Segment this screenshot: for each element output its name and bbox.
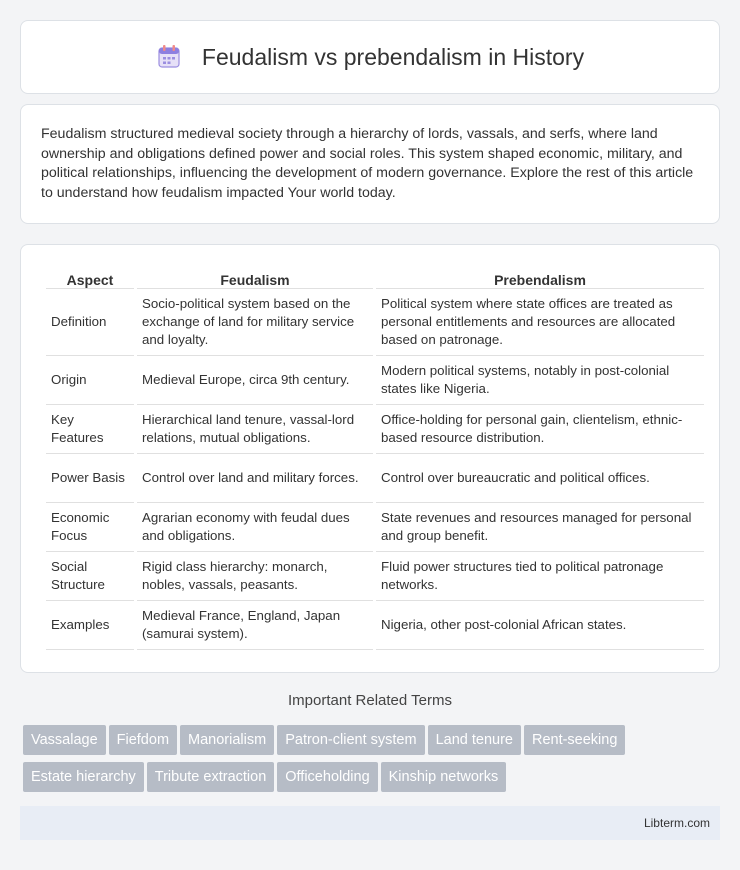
row-prebendalism: Office-holding for personal gain, clientelism, ethnic-based resource distribution.	[376, 405, 704, 454]
related-terms-title: Important Related Terms	[288, 692, 452, 709]
row-feudalism: Hierarchical land tenure, vassal-lord relations, mutual obligations.	[137, 405, 373, 454]
tag-patron-client-system[interactable]: Patron-client system	[277, 725, 424, 755]
header-aspect: Aspect	[46, 265, 134, 289]
page-title: Feudalism vs prebendalism in History	[201, 43, 585, 70]
intro-card	[20, 104, 720, 224]
row-prebendalism: Modern political systems, notably in post-colonial states like Nigeria.	[376, 356, 704, 405]
calendar-icon	[156, 43, 182, 69]
comparison-table-card	[20, 244, 720, 673]
table-row	[46, 601, 704, 650]
row-prebendalism: Nigeria, other post-colonial African states.	[376, 601, 704, 650]
tag-land-tenure[interactable]: Land tenure	[428, 725, 521, 755]
row-aspect: Power Basis	[46, 454, 134, 503]
row-prebendalism: Fluid power structures tied to political patronage networks.	[376, 552, 704, 601]
table-row	[46, 289, 704, 356]
related-terms-list	[23, 725, 723, 799]
tag-estate-hierarchy[interactable]: Estate hierarchy	[23, 762, 144, 792]
tag-tribute-extraction[interactable]: Tribute extraction	[147, 762, 274, 792]
table-row	[46, 503, 704, 552]
title-card	[20, 20, 720, 94]
table-row	[46, 356, 704, 405]
row-prebendalism: Political system where state offices are treated as personal entitlements and resources are allocated based on patronage.	[376, 289, 704, 356]
tag-fiefdom[interactable]: Fiefdom	[109, 725, 177, 755]
table-header-row	[46, 265, 704, 289]
row-aspect: Origin	[46, 356, 134, 405]
footer-brand-link[interactable]: Libterm.com	[643, 816, 710, 830]
row-feudalism: Control over land and military forces.	[137, 454, 373, 503]
table-row	[46, 405, 704, 454]
tag-officeholding[interactable]: Officeholding	[277, 762, 377, 792]
tag-vassalage[interactable]: Vassalage	[23, 725, 106, 755]
tag-manorialism[interactable]: Manorialism	[180, 725, 274, 755]
comparison-table	[43, 265, 707, 650]
table-row	[46, 552, 704, 601]
row-aspect: Examples	[46, 601, 134, 650]
table-row	[46, 454, 704, 503]
row-feudalism: Rigid class hierarchy: monarch, nobles, vassals, peasants.	[137, 552, 373, 601]
row-prebendalism: Control over bureaucratic and political offices.	[376, 454, 704, 503]
row-feudalism: Medieval France, England, Japan (samurai system).	[137, 601, 373, 650]
header-feudalism: Feudalism	[137, 265, 373, 289]
row-feudalism: Socio-political system based on the exchange of land for military service and loyalty.	[137, 289, 373, 356]
row-aspect: Social Structure	[46, 552, 134, 601]
intro-text: Feudalism structured medieval society through a hierarchy of lords, vassals, and serfs, where land ownership and obligations defined power and social roles. This system shaped economic, military, and political relationships, influencing the development of modern governance. Explore the rest of this article to understand how feudalism impacted Your world today.	[41, 126, 694, 201]
header-prebendalism: Prebendalism	[376, 265, 704, 289]
footer	[20, 806, 720, 840]
tag-rent-seeking[interactable]: Rent-seeking	[524, 725, 625, 755]
row-aspect: Key Features	[46, 405, 134, 454]
row-aspect: Economic Focus	[46, 503, 134, 552]
row-prebendalism: State revenues and resources managed for personal and group benefit.	[376, 503, 704, 552]
row-aspect: Definition	[46, 289, 134, 356]
tag-kinship-networks[interactable]: Kinship networks	[381, 762, 507, 792]
row-feudalism: Medieval Europe, circa 9th century.	[137, 356, 373, 405]
row-feudalism: Agrarian economy with feudal dues and obligations.	[137, 503, 373, 552]
